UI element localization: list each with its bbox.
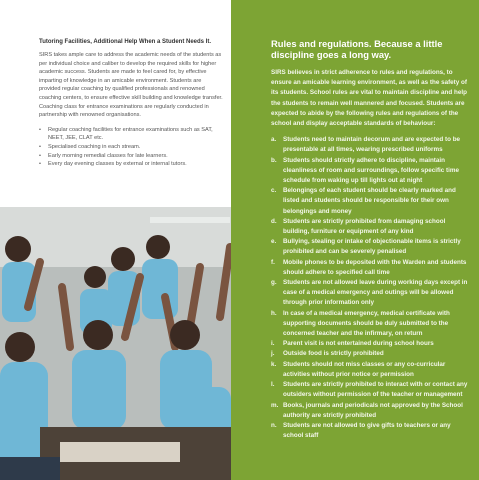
bullet-text: Every day evening classes by external or internal tutors.: [48, 161, 187, 168]
rule-marker: f.: [271, 258, 275, 266]
rule-text: Bullying, stealing or intake of objectionable items is strictly prohibited and can be severely penalised: [283, 238, 461, 256]
rule-item: [271, 360, 471, 380]
rule-item: [271, 186, 471, 217]
bullet-item: [39, 152, 224, 161]
rule-item: [271, 401, 471, 421]
rule-text: Students are not allowed leave during working days except in case of a medical emergency and outings will be allowed through prior information only: [283, 279, 468, 307]
rule-item: [271, 258, 471, 278]
rule-marker: a.: [271, 136, 277, 144]
rule-marker: h.: [271, 309, 277, 317]
bullet-text: Regular coaching facilities for entrance examinations such as SAT, NEET, JEE, CLAT etc.: [48, 126, 213, 142]
rule-item: [271, 156, 471, 187]
rules-intro: SIRS believes in strict adherence to rules and regulations, to ensure an amicable learning environment, as well as the safety of its students. School rules are vital to maintain discipline and help the students to remain well mannered and focused. Students are expected to abide by the following rules and regulations of the school and display acceptable standards of behaviour:: [271, 69, 467, 128]
students-photo: [0, 207, 231, 480]
rule-marker: j.: [271, 350, 275, 358]
bullet-text: Specialised coaching in each stream.: [48, 143, 141, 150]
rule-marker: n.: [271, 421, 277, 429]
rule-text: Belongings of each student should be clearly marked and listed and students should be responsible for their own belongings and money: [283, 187, 456, 215]
bullet-dot-icon: •: [39, 126, 41, 133]
rule-marker: l.: [271, 381, 275, 389]
rule-text: Students should strictly adhere to discipline, maintain cleanliness of room and surroundings, follow specific time schedule from waking up till lights out at night: [283, 156, 459, 185]
rules-list: [271, 135, 471, 441]
rule-text: Outside food is strictly prohibited: [283, 350, 384, 358]
rule-item: [271, 380, 471, 400]
tutoring-paragraph: SIRS takes ample care to address the academic needs of the students as per individual choice and caliber to develop the required skills for higher academic success. Students are made to feel cared for, by effective imparting of knowledge in an amicable environment. Students are provided regular coaching by qualified professionals and renowned coaching centers, to ensure effective skill building and knowledge transfer. Coaching class for entrance examinations are regularly conducted in partnership with renowned organisations.: [39, 52, 223, 119]
tutoring-section: [39, 38, 224, 169]
rule-text: Books, journals and periodicals not approved by the School authority are strictly prohibited: [283, 401, 463, 419]
rule-text: Students need to maintain decorum and are expected to be presentable at all times, wearing prescribed uniforms: [283, 136, 461, 154]
rule-marker: m.: [271, 401, 279, 409]
bullet-item: [39, 160, 224, 169]
bullet-dot-icon: •: [39, 161, 41, 168]
rule-item: [271, 278, 471, 309]
bullet-item: [39, 126, 224, 143]
bullet-dot-icon: •: [39, 152, 41, 159]
rule-item: [271, 217, 471, 237]
rule-text: Students are not allowed to give gifts to teachers or any school staff: [283, 421, 451, 440]
tutoring-bullet-list: [39, 126, 224, 169]
rule-marker: k.: [271, 360, 277, 368]
rule-text: Parent visit is not entertained during school hours: [283, 340, 434, 348]
rule-item: [271, 309, 471, 340]
rule-item: [271, 135, 471, 155]
rule-text: Mobile phones to be deposited with the Warden and students should adhere to specified call time: [283, 258, 467, 276]
rule-item: [271, 349, 471, 359]
rule-item: [271, 339, 471, 349]
left-column: [0, 0, 231, 480]
rule-text: Students should not miss classes or any co-curricular activities without prior notice or permission: [283, 360, 446, 378]
rules-panel: [231, 0, 479, 480]
rules-section: [271, 38, 471, 441]
bullet-dot-icon: •: [39, 143, 41, 150]
rule-text: Students are strictly prohibited from damaging school building, furniture or equipment of any kind: [283, 217, 446, 236]
bullet-text: Early morning remedial classes for late learners.: [48, 152, 168, 159]
rule-marker: i.: [271, 340, 275, 348]
students-illustration: [0, 207, 231, 480]
rules-title: Rules and regulations. Because a little discipline goes a long way.: [271, 38, 443, 60]
rule-text: Students are strictly prohibited to interact with or contact any outsiders without permission of the teacher or management: [283, 381, 468, 399]
tutoring-heading: Tutoring Facilities, Additional Help When a Student Needs It.: [39, 39, 212, 45]
rule-marker: d.: [271, 217, 277, 225]
bullet-item: [39, 143, 224, 152]
rule-marker: g.: [271, 279, 277, 287]
rule-text: In case of a medical emergency, medical certificate with supporting documents should be duly submitted to the concerned teacher and the infirmary, on return: [283, 309, 450, 338]
rule-item: [271, 237, 471, 257]
rule-marker: e.: [271, 238, 277, 246]
rule-marker: c.: [271, 187, 277, 195]
rule-marker: b.: [271, 156, 277, 164]
rule-item: [271, 421, 471, 441]
